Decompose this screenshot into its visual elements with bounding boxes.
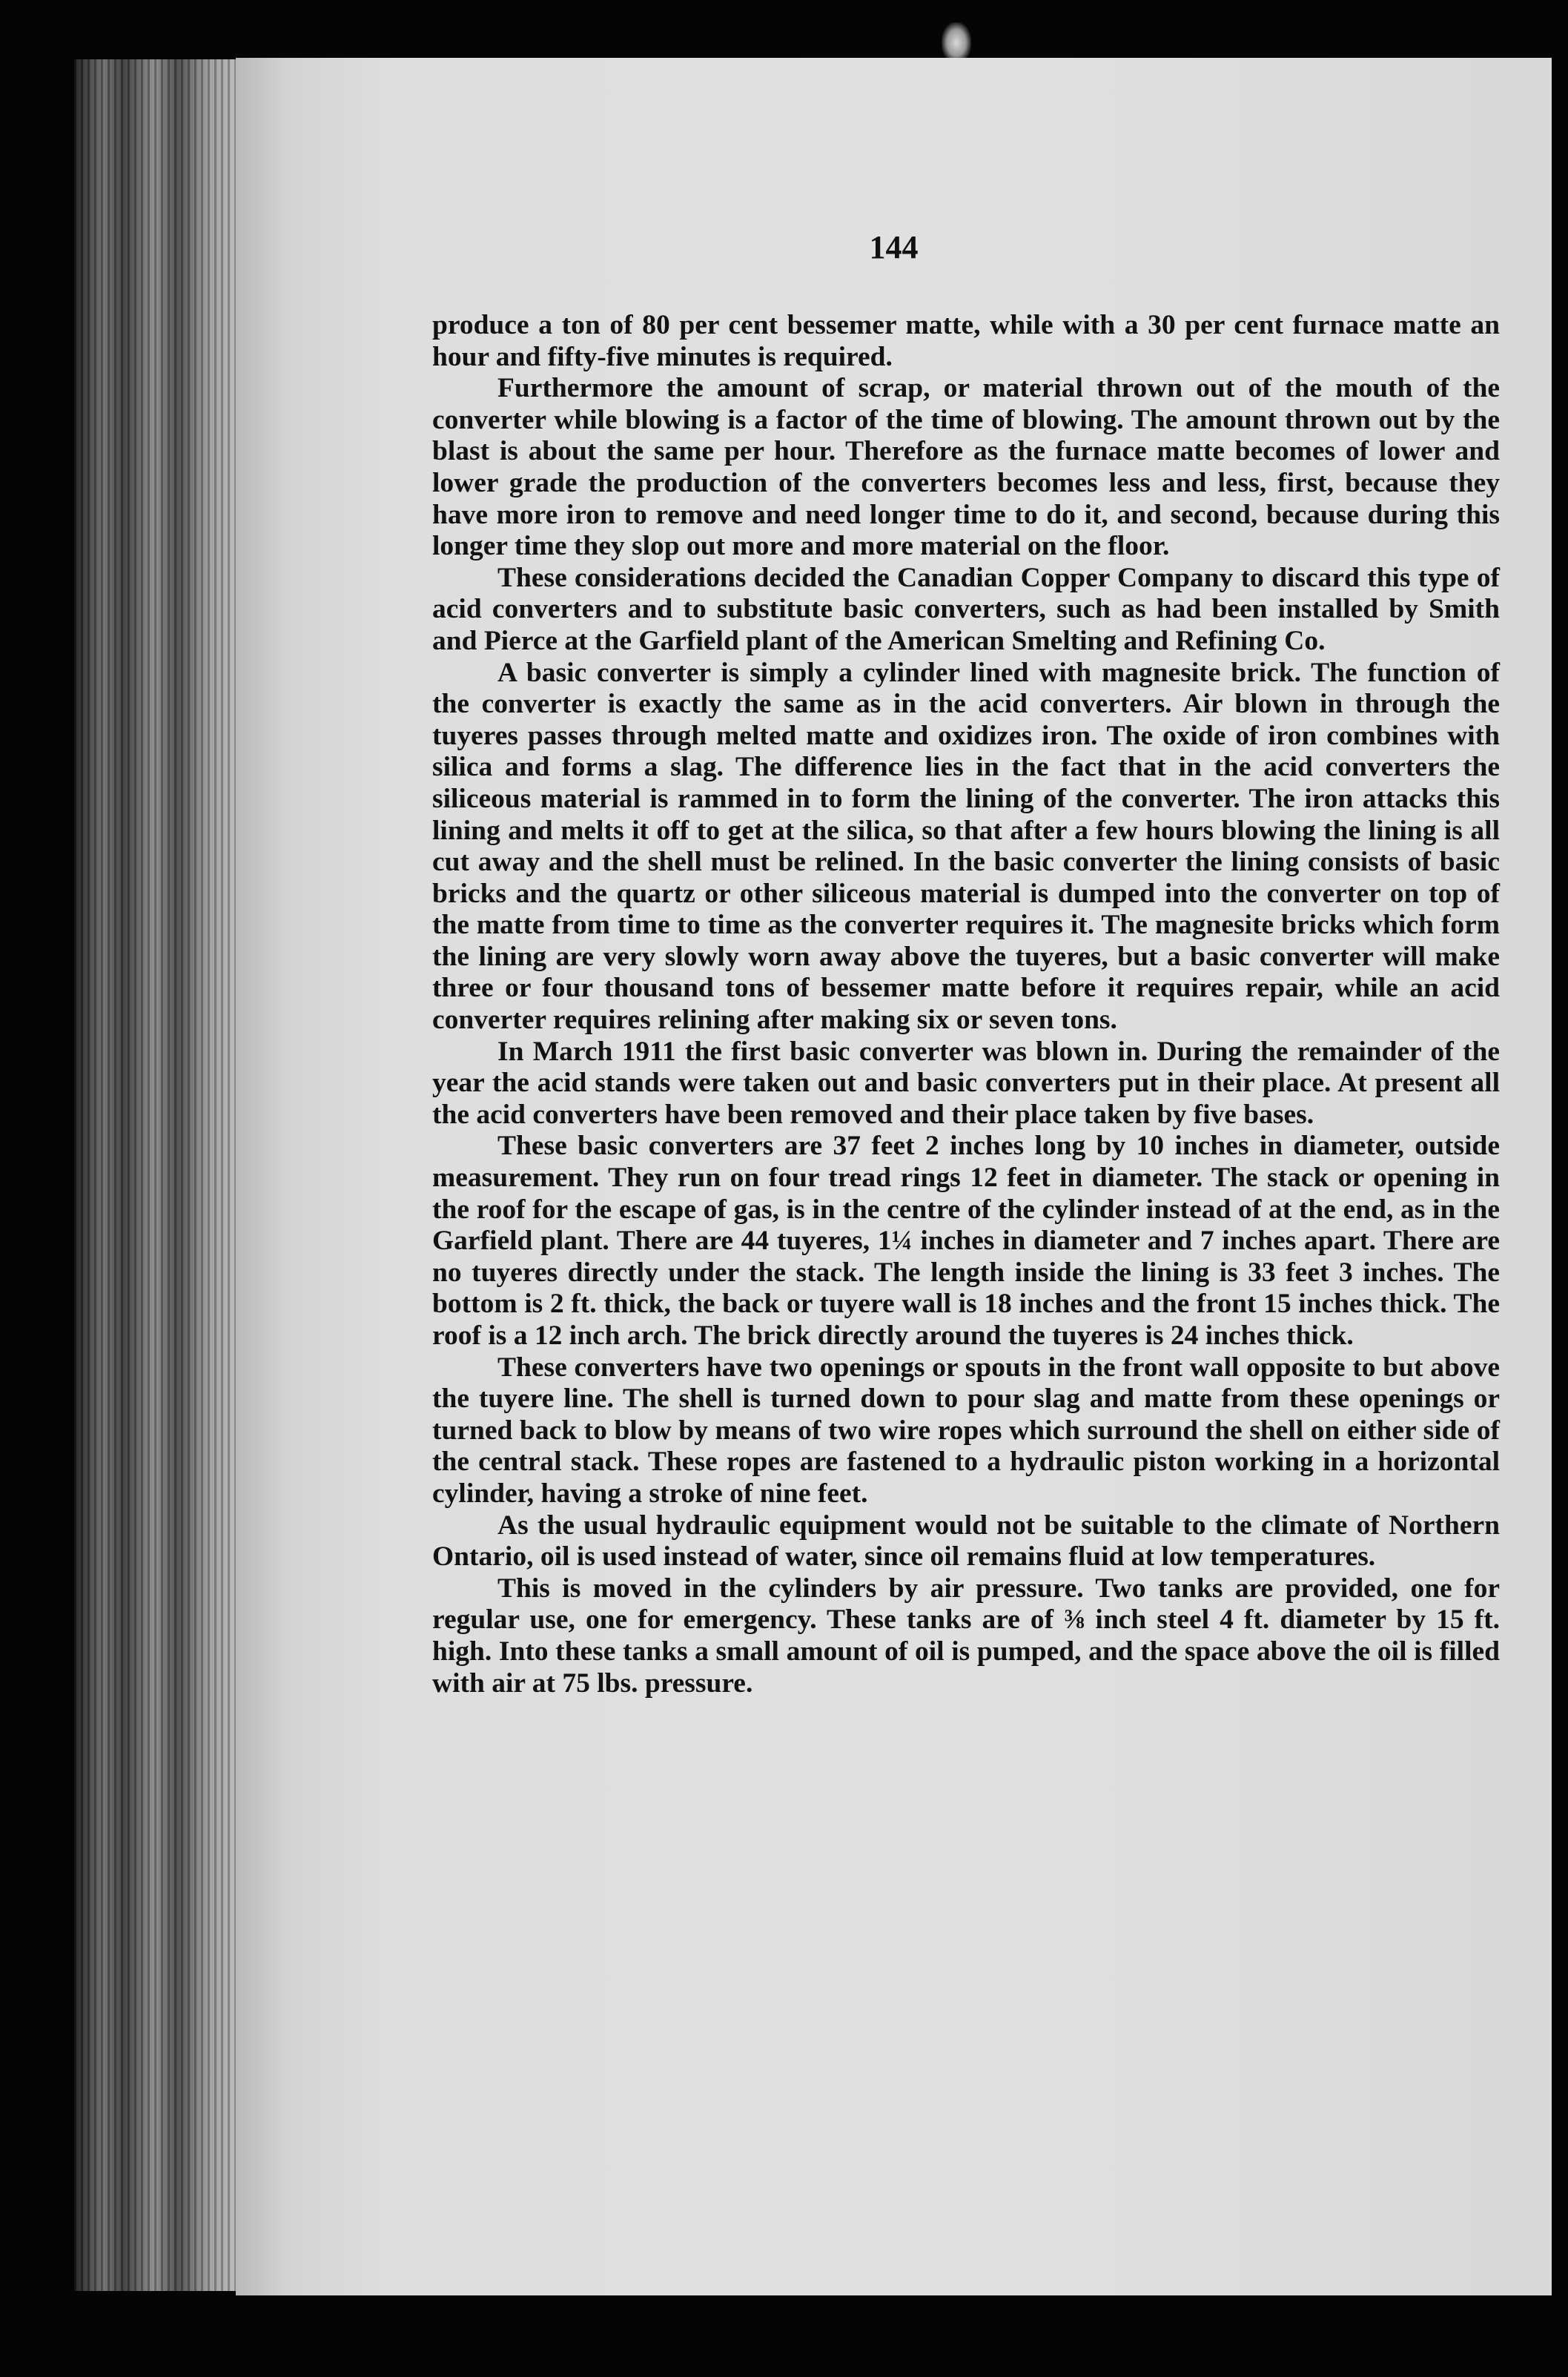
paragraph-openings: These converters have two openings or spouts in the front wall opposite to but above the tuyere line. The shell is turned down to pour slag and matte from these openings or turned back to blow by means of two wire ropes which surround the shell on either side of the central stack. These ropes are fastened to a hydraulic piston working in a horizontal cylinder, having a stroke of nine feet. bbox=[432, 1352, 1500, 1509]
page-number: 144 bbox=[869, 229, 919, 265]
scan-artifact bbox=[942, 22, 971, 63]
paragraph-dimensions: These basic converters are 37 feet 2 inches long by 10 inches in diameter, outside measurement. They run on four tread rings 12 feet in diameter. The stack or opening in the roof for the escape of gas, is in the centre of the cylinder instead of at the end, as in the Garfield plant. There are 44 tuyeres, 1¼ inches in diameter and 7 inches apart. There are no tuyeres directly under the stack. The length inside the lining is 33 feet 3 inches. The bottom is 2 ft. thick, the back or tuyere wall is 18 inches and the front 15 inches thick. The roof is a 12 inch arch. The brick directly around the tuyeres is 24 inches thick. bbox=[432, 1131, 1500, 1351]
book-page bbox=[236, 58, 1552, 2295]
book-spine-edge bbox=[74, 59, 241, 2291]
paragraph-scrap: Furthermore the amount of scrap, or material thrown out of the mouth of the converter while blowing is a factor of the time of blowing. The amount thrown out by the blast is about the same per hour. Therefore as the furnace matte becomes of lower and lower grade the production of the converters becomes less and less, first, because they have more iron to remove and need longer time to do it, and second, because during this longer time they slop out more and more material on the floor. bbox=[432, 373, 1500, 562]
paragraph-hydraulic: As the usual hydraulic equipment would not be suitable to the climate of Northern Ontario, oil is used instead of water, since oil remains fluid at low temperatures. bbox=[432, 1510, 1500, 1573]
paragraph-considerations: These considerations decided the Canadian Copper Company to discard this type of acid converters and to substitute basic converters, such as had been installed by Smith and Pierce at the Garfield plant of the American Smelting and Refining Co. bbox=[432, 562, 1500, 656]
paragraph-march-1911: In March 1911 the first basic converter was blown in. During the remainder of the year the acid stands were taken out and basic converters put in their place. At present all the acid converters have been removed and their place taken by five bases. bbox=[432, 1036, 1500, 1130]
page-body-text bbox=[432, 310, 1500, 1699]
paragraph-basic-converter: A basic converter is simply a cylinder lined with magnesite brick. The function of the converter is exactly the same as in the acid converters. Air blown in through the tuyeres passes through melted matte and oxidizes iron. The oxide of iron combines with silica and forms a slag. The difference lies in the fact that in the acid converters the siliceous material is rammed in to form the lining of the converter. The iron attacks this lining and melts it off to get at the silica, so that after a few hours blowing the lining is all cut away and the shell must be relined. In the basic converter the lining consists of basic bricks and the quartz or other siliceous material is dumped into the converter on top of the matte from time to time as the converter requires it. The magnesite bricks which form the lining are very slowly worn away above the tuyeres, but a basic converter will make three or four thousand tons of bessemer matte before it requires repair, while an acid converter requires relining after making six or seven tons. bbox=[432, 657, 1500, 1036]
paragraph-air-pressure: This is moved in the cylinders by air pressure. Two tanks are provided, one for regular use, one for emergency. These tanks are of ⅜ inch steel 4 ft. diameter by 15 ft. high. Into these tanks a small amount of oil is pumped, and the space above the oil is filled with air at 75 lbs. pressure. bbox=[432, 1573, 1500, 1699]
paragraph-continued: produce a ton of 80 per cent bessemer matte, while with a 30 per cent furnace matte an hour and fifty-five minutes is required. bbox=[432, 310, 1500, 372]
